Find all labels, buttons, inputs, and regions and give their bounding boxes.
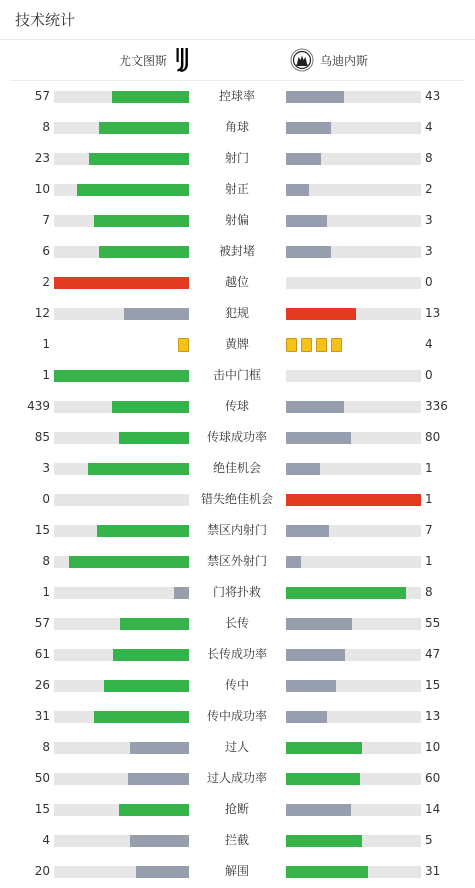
home-bar-track xyxy=(54,494,189,506)
home-value: 20 xyxy=(34,864,50,878)
away-value: 4 xyxy=(425,337,433,351)
stat-label: 射偏 xyxy=(224,213,249,227)
stat-label: 抢断 xyxy=(224,802,249,816)
away-bar-fill xyxy=(286,432,351,444)
away-bar-track xyxy=(286,618,421,630)
away-bar-track xyxy=(286,153,421,165)
home-value: 85 xyxy=(34,430,50,444)
stat-row xyxy=(0,856,475,887)
away-bar-fill xyxy=(286,742,362,754)
stat-label: 禁区外射门 xyxy=(206,554,267,568)
away-bar-fill xyxy=(286,556,301,568)
away-bar-fill xyxy=(286,773,360,785)
home-value: 8 xyxy=(42,554,50,568)
stat-label: 传中成功率 xyxy=(206,709,267,723)
stats-table xyxy=(0,81,475,887)
stat-label: 控球率 xyxy=(218,89,255,103)
away-bar-track xyxy=(286,401,421,413)
stat-row xyxy=(0,329,475,360)
home-value: 439 xyxy=(27,399,50,413)
away-bar-track xyxy=(286,556,421,568)
home-bar-track xyxy=(54,556,189,568)
home-value: 15 xyxy=(34,802,50,816)
away-bar-track xyxy=(286,866,421,878)
home-bar-track xyxy=(54,711,189,723)
stat-row xyxy=(0,701,475,732)
home-bar-track xyxy=(54,804,189,816)
home-bar-fill xyxy=(77,184,189,196)
home-bar-fill xyxy=(97,525,189,537)
home-bar-fill xyxy=(88,463,189,475)
home-value: 3 xyxy=(42,461,50,475)
home-bar-track xyxy=(54,184,189,196)
page-title xyxy=(0,0,475,40)
away-bar-track xyxy=(286,432,421,444)
away-bar-fill xyxy=(286,711,327,723)
away-bar-track xyxy=(286,525,421,537)
stat-label: 击中门框 xyxy=(212,368,261,382)
home-value: 57 xyxy=(34,616,50,630)
home-team[interactable] xyxy=(119,40,191,80)
home-value: 1 xyxy=(42,368,50,382)
away-bar-track xyxy=(286,277,421,289)
home-bar-fill xyxy=(113,649,189,661)
home-value: 8 xyxy=(42,740,50,754)
stat-row xyxy=(0,267,475,298)
away-bar-track xyxy=(286,463,421,475)
home-bar-track xyxy=(54,587,189,599)
away-bar-track xyxy=(286,835,421,847)
stat-row xyxy=(0,670,475,701)
stat-label: 长传成功率 xyxy=(206,647,267,661)
stat-row xyxy=(0,794,475,825)
away-value: 1 xyxy=(425,492,433,506)
home-value: 8 xyxy=(42,120,50,134)
stat-label: 禁区内射门 xyxy=(206,523,267,537)
stat-label: 长传 xyxy=(224,616,249,630)
stat-label: 绝佳机会 xyxy=(212,461,261,475)
stat-row xyxy=(0,422,475,453)
away-bar-track xyxy=(286,370,421,382)
away-bar-fill xyxy=(286,680,336,692)
away-bar-fill xyxy=(286,215,327,227)
home-bar-track xyxy=(54,153,189,165)
away-bar-track xyxy=(286,184,421,196)
home-bar-fill xyxy=(94,215,189,227)
away-bar-fill xyxy=(286,835,362,847)
yellow-card-icon xyxy=(178,338,189,352)
stat-label: 射正 xyxy=(224,182,249,196)
away-value: 60 xyxy=(425,771,441,785)
away-value: 8 xyxy=(425,585,433,599)
stat-row xyxy=(0,546,475,577)
away-bar-fill xyxy=(286,91,344,103)
away-bar-fill xyxy=(286,494,421,506)
home-bar-track xyxy=(54,525,189,537)
stat-row xyxy=(0,608,475,639)
home-bar-fill xyxy=(130,742,189,754)
home-value: 23 xyxy=(34,151,50,165)
stat-label: 错失绝佳机会 xyxy=(200,492,273,506)
yellow-card-icon xyxy=(301,338,312,352)
away-bar-track xyxy=(286,494,421,506)
home-bar-track xyxy=(54,91,189,103)
teams-header xyxy=(10,40,465,81)
home-value: 61 xyxy=(34,647,50,661)
away-value: 4 xyxy=(425,120,433,134)
home-value: 26 xyxy=(34,678,50,692)
stat-row xyxy=(0,205,475,236)
away-bar-track xyxy=(286,122,421,134)
stat-label: 越位 xyxy=(224,275,249,289)
home-bar-track xyxy=(54,277,189,289)
away-team-name: 乌迪内斯 xyxy=(320,53,369,68)
home-value: 1 xyxy=(42,585,50,599)
away-bar-track xyxy=(286,742,421,754)
stat-label: 过人 xyxy=(224,740,249,754)
home-bar-track xyxy=(54,618,189,630)
home-bar-fill xyxy=(130,835,189,847)
stat-row xyxy=(0,453,475,484)
away-bar-fill xyxy=(286,122,331,134)
stat-row xyxy=(0,143,475,174)
stat-label: 门将扑救 xyxy=(212,585,261,599)
away-bar-track xyxy=(286,587,421,599)
away-bar-track xyxy=(286,773,421,785)
home-bar-fill xyxy=(112,91,189,103)
away-bar-track xyxy=(286,804,421,816)
stat-row xyxy=(0,732,475,763)
home-value: 12 xyxy=(34,306,50,320)
stat-row xyxy=(0,577,475,608)
away-bar-fill xyxy=(286,184,309,196)
stat-row xyxy=(0,298,475,329)
home-bar-fill xyxy=(94,711,189,723)
away-bar-track xyxy=(286,215,421,227)
stat-row xyxy=(0,81,475,112)
home-value: 2 xyxy=(42,275,50,289)
away-bar-fill xyxy=(286,463,320,475)
home-bar-fill xyxy=(99,122,189,134)
home-bar-fill xyxy=(174,587,189,599)
home-bar-track xyxy=(54,122,189,134)
away-value: 8 xyxy=(425,151,433,165)
stat-row xyxy=(0,360,475,391)
stat-label: 过人成功率 xyxy=(206,771,267,785)
away-value: 14 xyxy=(425,802,441,816)
stat-label: 角球 xyxy=(224,120,249,134)
home-value: 7 xyxy=(42,213,50,227)
away-bar-fill xyxy=(286,587,406,599)
home-value: 31 xyxy=(34,709,50,723)
home-bar-track xyxy=(54,432,189,444)
away-value: 2 xyxy=(425,182,433,196)
away-bar-fill xyxy=(286,246,331,258)
stat-row xyxy=(0,236,475,267)
away-value: 47 xyxy=(425,647,441,661)
home-bar-track xyxy=(54,463,189,475)
stat-label: 传中 xyxy=(224,678,249,692)
stat-label: 射门 xyxy=(224,151,249,165)
stat-label: 传球 xyxy=(224,399,249,413)
away-value: 43 xyxy=(425,89,441,103)
home-value: 6 xyxy=(42,244,50,258)
away-bar-fill xyxy=(286,153,321,165)
away-value: 10 xyxy=(425,740,441,754)
home-bar-fill xyxy=(54,370,189,382)
stat-row xyxy=(0,825,475,856)
home-bar-fill xyxy=(128,773,189,785)
stat-row xyxy=(0,484,475,515)
away-value: 0 xyxy=(425,368,433,382)
home-bar-track xyxy=(54,835,189,847)
stat-row xyxy=(0,515,475,546)
stat-row xyxy=(0,174,475,205)
away-value: 0 xyxy=(425,275,433,289)
away-bar-fill xyxy=(286,804,351,816)
away-bar-track xyxy=(286,680,421,692)
away-value: 1 xyxy=(425,461,433,475)
home-bar-track xyxy=(54,370,189,382)
home-bar-track xyxy=(54,773,189,785)
home-value: 0 xyxy=(42,492,50,506)
home-bar-fill xyxy=(112,401,189,413)
page-title-text: 技术统计 xyxy=(15,11,76,29)
home-bar-track xyxy=(54,680,189,692)
home-cards xyxy=(178,338,189,352)
udinese-logo-icon xyxy=(290,48,314,72)
away-bar-track xyxy=(286,91,421,103)
away-value: 15 xyxy=(425,678,441,692)
home-bar-track xyxy=(54,215,189,227)
away-team[interactable] xyxy=(290,40,368,80)
away-value: 31 xyxy=(425,864,441,878)
stat-row xyxy=(0,763,475,794)
home-team-name: 尤文图斯 xyxy=(118,53,167,68)
away-value: 3 xyxy=(425,213,433,227)
home-bar-fill xyxy=(136,866,189,878)
stat-label: 犯规 xyxy=(224,306,249,320)
away-bar-track xyxy=(286,246,421,258)
home-value: 15 xyxy=(34,523,50,537)
away-bar-fill xyxy=(286,649,345,661)
away-value: 13 xyxy=(425,709,441,723)
home-value: 50 xyxy=(34,771,50,785)
away-bar-fill xyxy=(286,866,368,878)
away-bar-track xyxy=(286,308,421,320)
home-bar-track xyxy=(54,742,189,754)
away-bar-fill xyxy=(286,525,329,537)
home-bar-fill xyxy=(54,277,189,289)
home-bar-fill xyxy=(89,153,189,165)
home-value: 1 xyxy=(42,337,50,351)
home-bar-fill xyxy=(119,804,189,816)
home-bar-fill xyxy=(69,556,189,568)
stat-label: 解围 xyxy=(224,864,249,878)
away-value: 5 xyxy=(425,833,433,847)
away-value: 1 xyxy=(425,554,433,568)
stat-label: 黄牌 xyxy=(224,337,249,351)
away-bar-track xyxy=(286,649,421,661)
home-bar-fill xyxy=(99,246,189,258)
stat-row xyxy=(0,639,475,670)
away-value: 55 xyxy=(425,616,441,630)
away-bar-fill xyxy=(286,308,356,320)
home-bar-fill xyxy=(120,618,189,630)
stat-row xyxy=(0,112,475,143)
stat-label: 被封堵 xyxy=(218,244,255,258)
home-value: 57 xyxy=(34,89,50,103)
home-bar-track xyxy=(54,401,189,413)
home-bar-fill xyxy=(119,432,189,444)
away-value: 7 xyxy=(425,523,433,537)
stat-label: 拦截 xyxy=(224,833,249,847)
yellow-card-icon xyxy=(331,338,342,352)
home-bar-track xyxy=(54,866,189,878)
away-bar-fill xyxy=(286,618,352,630)
yellow-card-icon xyxy=(286,338,297,352)
home-bar-fill xyxy=(104,680,189,692)
home-bar-track xyxy=(54,308,189,320)
away-value: 13 xyxy=(425,306,441,320)
home-bar-fill xyxy=(124,308,189,320)
home-value: 10 xyxy=(34,182,50,196)
away-cards xyxy=(286,338,342,352)
home-bar-track xyxy=(54,649,189,661)
away-value: 336 xyxy=(425,399,448,413)
home-value: 4 xyxy=(42,833,50,847)
stat-label: 传球成功率 xyxy=(206,430,267,444)
yellow-card-icon xyxy=(316,338,327,352)
away-value: 3 xyxy=(425,244,433,258)
home-bar-track xyxy=(54,246,189,258)
away-bar-track xyxy=(286,711,421,723)
away-bar-fill xyxy=(286,401,344,413)
away-value: 80 xyxy=(425,430,441,444)
juventus-logo-icon xyxy=(175,47,191,73)
stat-row xyxy=(0,391,475,422)
